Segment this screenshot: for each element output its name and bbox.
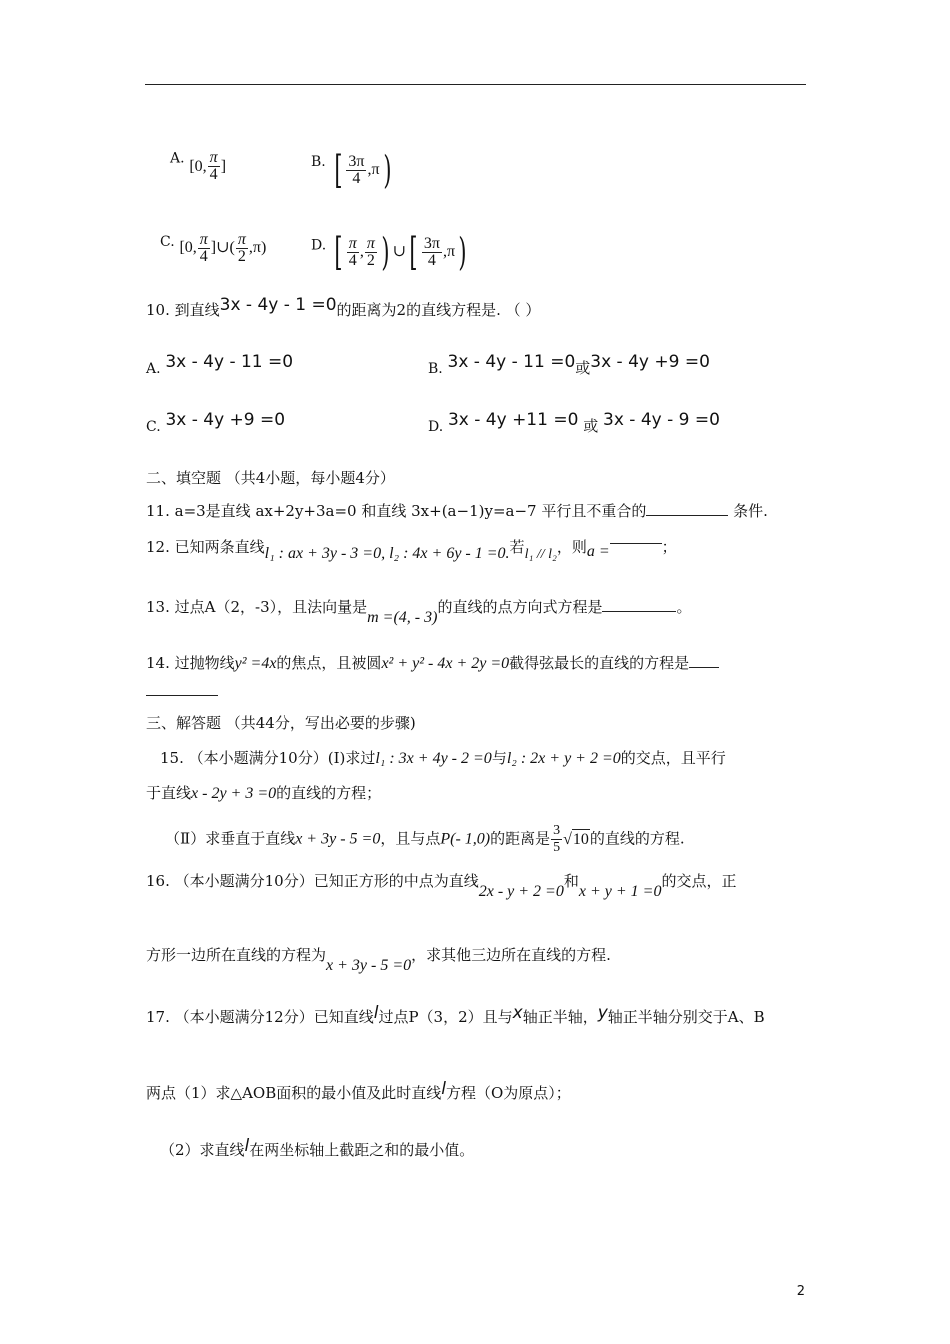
q13-answer-blank	[602, 611, 676, 612]
q16-line-1: 16. （本小题满分10分）已知正方形的中点为直线2x - y + 2 =0和x + y + 1 =0的交点，正	[146, 872, 737, 900]
q9-option-b: B. [ $\frac{3\pi}{4}$ ,π)	[311, 148, 392, 192]
q11: 11. a=3是直线 ax+2y+3a=0 和直线 3x+(a−1)y=a−7 平行且不重合的 条件.	[146, 502, 768, 520]
q10-stem: 10. 到直线3x - 4y - 1 =0的距离为2的直线方程是. （ ）	[146, 295, 541, 319]
q10-option-c: C. 3x - 4y +9 =0	[146, 410, 286, 435]
section-3-title: 三、解答题 （共44分，写出必要的步骤)	[146, 714, 416, 732]
page-number: 2	[796, 1284, 805, 1299]
q9-option-a: A. [0, $\frac{\pi}{4}$ ]	[170, 149, 227, 183]
q9-option-d: D. [ $\frac{\pi}{4}$ , $\frac{\pi}{2}$ ) ∪[ $\frac{3\pi}{4}$ ,π)	[311, 230, 467, 274]
q14: 14. 过抛物线y² =4x的焦点，且被圆x² + y² - 4x + 2y =0截得弦最长的直线的方程是	[146, 653, 719, 674]
q11-answer-blank	[646, 515, 728, 516]
q15-line-2: 于直线x - 2y + 3 =0的直线的方程；	[146, 784, 382, 802]
q14-answer-blank-1	[689, 667, 719, 668]
q15-line-1: 15. （本小题满分10分）(Ⅰ)求过l₁ : 3x + 4y - 2 =0与l₂ : 2x + y + 2 =0的交点，且平行	[160, 749, 726, 767]
q12: 12. 已知两条直线l₁ : ax + 3y - 3 =0, l₂ : 4x + 6y - 1 =0.若l₁ // l₂，则a = ；	[146, 538, 677, 562]
q10-option-d: D. 3x - 4y +11 =0 或 3x - 4y - 9 =0	[428, 410, 720, 435]
header-rule	[145, 84, 806, 85]
q15-line-3: （Ⅱ）求垂直于直线x + 3y - 5 =0，且与点P(- 1,0)的距离是 $\frac{3}{5}$ √10的直线的方程.	[165, 823, 685, 855]
q17-line-1: 17. （本小题满分12分）已知直线l过点P（3，2）且与x轴正半轴，y轴正半轴分别交于A、B	[146, 1003, 765, 1026]
section-2-title: 二、填空题 （共4小题，每小题4分）	[146, 469, 395, 487]
q12-answer-blank	[610, 543, 662, 544]
q10-option-b: B. 3x - 4y - 11 =0或3x - 4y +9 =0	[428, 352, 710, 377]
q14-answer-blank-2	[146, 681, 218, 696]
q17-line-2: 两点（1）求△AOB面积的最小值及此时直线l方程（O为原点）；	[146, 1079, 571, 1102]
q16-line-2: 方形一边所在直线的方程为x + 3y - 5 =0，求其他三边所在直线的方程.	[146, 946, 611, 974]
q17-line-3: （2）求直线l在两坐标轴上截距之和的最小值。	[160, 1136, 475, 1159]
q13: 13. 过点A（2，-3），且法向量是m =(4, - 3)的直线的点方向式方程是 。	[146, 598, 692, 626]
q9-option-c: C. [0, $\frac{\pi}{4}$ ]∪( $\frac{\pi}{2}$ ,π)	[160, 231, 267, 265]
q10-option-a: A. 3x - 4y - 11 =0	[146, 352, 294, 377]
